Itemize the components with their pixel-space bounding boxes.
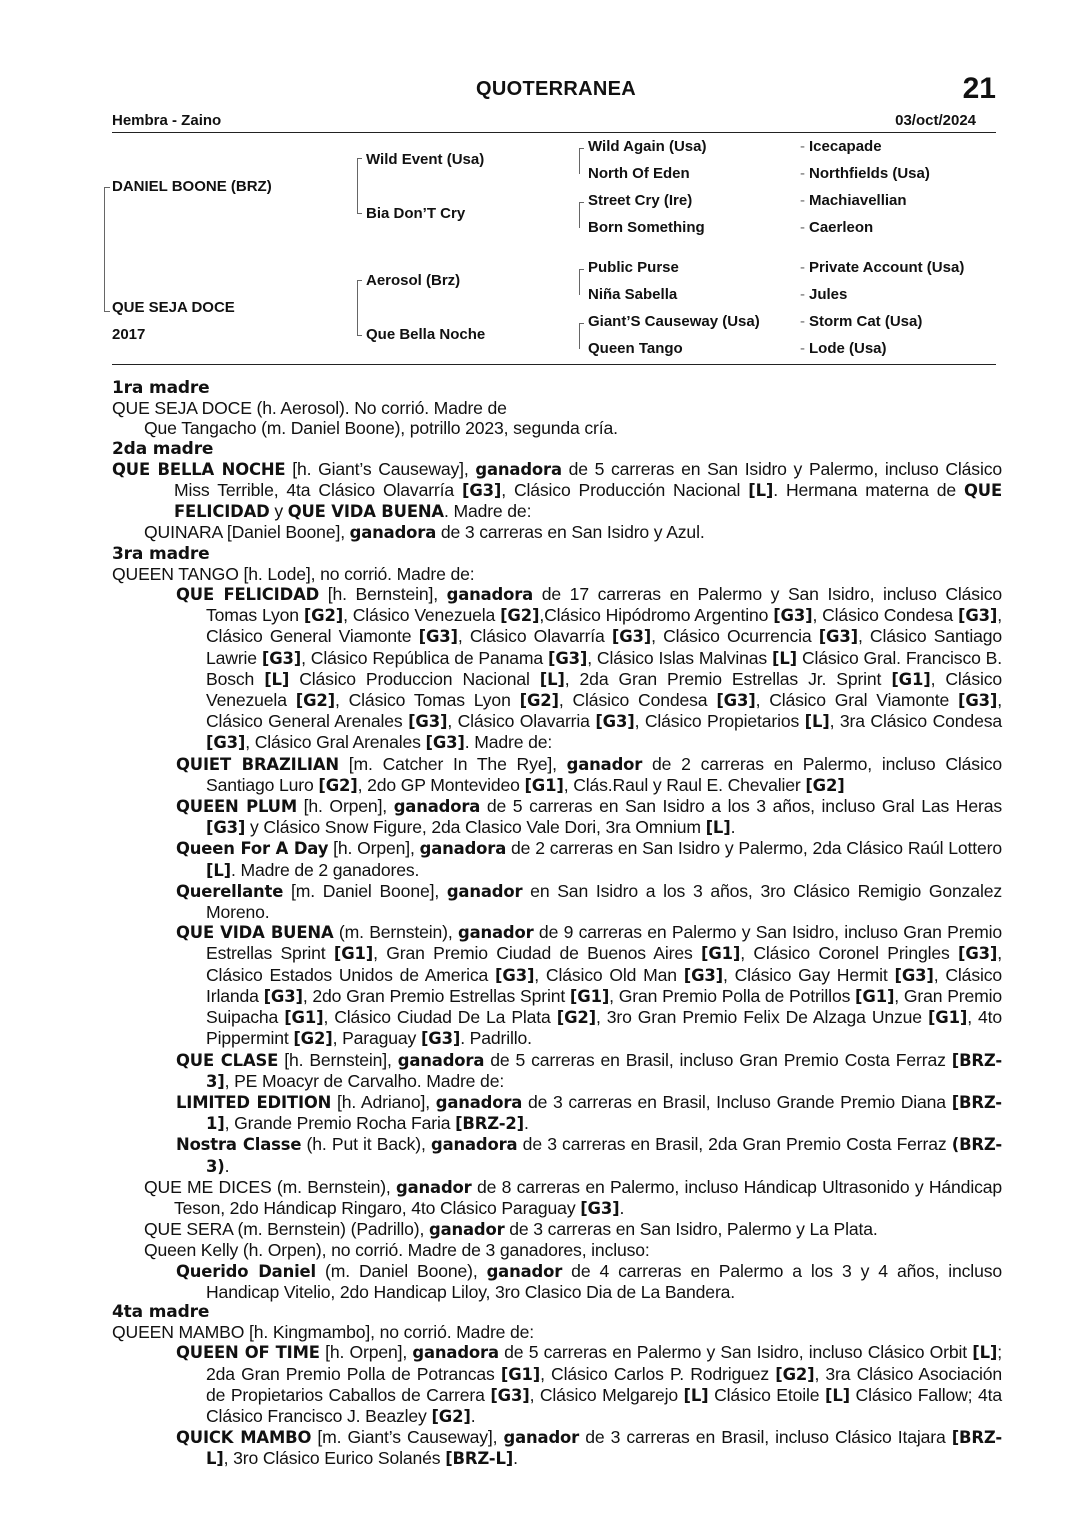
entry-text: en San Isidro a los 3 años, 3ro Clásico Remigio Gonzalez Moreno. bbox=[206, 880, 1002, 923]
pedigree-gen4: - Caerleon bbox=[800, 219, 874, 236]
connector bbox=[104, 311, 110, 312]
family-entry bbox=[112, 1427, 1002, 1469]
emphasis-text: ganador bbox=[446, 881, 523, 901]
emphasis-text: [G3] bbox=[595, 712, 635, 732]
emphasis-text: Queen For A Day bbox=[176, 839, 329, 859]
pedigree-divider bbox=[112, 364, 996, 365]
family-entry bbox=[112, 398, 1002, 418]
entry-text: , Clásico Tomas Lyon bbox=[334, 690, 520, 711]
entry-text: de 3 carreras en Brasil, 2da Gran Premio Costa Ferraz bbox=[517, 1134, 952, 1155]
pedigree-gen3: Niña Sabella bbox=[588, 286, 678, 303]
emphasis-text: [G2] bbox=[805, 775, 845, 795]
emphasis-text: QUIET BRAZILIAN bbox=[176, 754, 339, 774]
emphasis-text: ganador bbox=[486, 1261, 563, 1281]
emphasis-text: QUEEN PLUM bbox=[176, 797, 297, 817]
entry-text: QUINARA [Daniel Boone], bbox=[144, 522, 350, 543]
emphasis-text: ganadora bbox=[419, 839, 507, 859]
entry-text: [m. Giant’s Causeway], bbox=[311, 1427, 504, 1448]
entry-text: (h. Put it Back), bbox=[301, 1134, 431, 1155]
pedigree-gen2: Que Bella Noche bbox=[366, 326, 486, 343]
emphasis-text: [L] bbox=[772, 648, 797, 668]
family-entry bbox=[112, 1134, 1002, 1176]
entry-text: QUEEN TANGO [h. Lode], no corrió. Madre de: bbox=[112, 563, 475, 584]
emphasis-text: [G2] bbox=[295, 691, 335, 711]
emphasis-text: [G3] bbox=[418, 627, 458, 647]
entry-text: , Clásico Venezuela bbox=[343, 605, 501, 626]
family-entry bbox=[112, 1240, 1002, 1260]
emphasis-text: [G3] bbox=[490, 1385, 530, 1405]
connector bbox=[579, 148, 580, 174]
emphasis-text: LIMITED EDITION bbox=[176, 1092, 332, 1112]
entry-text: , Paraguay bbox=[332, 1028, 421, 1049]
emphasis-text: [L] bbox=[539, 669, 565, 689]
entry-text: , Clásico General Arenales bbox=[206, 690, 1002, 732]
emphasis-text: ganadora bbox=[349, 523, 437, 543]
entry-text: de 3 carreras en San Isidro y Azul. bbox=[436, 522, 705, 543]
emphasis-text: [G1] bbox=[569, 986, 610, 1006]
pedigree-gen3: North Of Eden bbox=[588, 165, 690, 182]
family-entry bbox=[112, 1261, 1002, 1302]
emphasis-text: Nostra Classe bbox=[176, 1135, 302, 1155]
entry-text: de 17 carreras en Palermo y San Isidro, incluso Clásico Tomas Lyon bbox=[206, 584, 1002, 626]
entry-text: de 5 carreras en Palermo y San Isidro, incluso Clásico Orbit bbox=[498, 1342, 973, 1363]
entry-text: de 2 carreras en San Isidro y Palermo, 2da Clásico Raúl Lottero bbox=[506, 838, 1003, 859]
emphasis-text: [G3] bbox=[894, 965, 934, 985]
family-entry bbox=[112, 838, 1002, 880]
emphasis-text: [L] bbox=[264, 669, 290, 689]
header-divider bbox=[112, 132, 996, 133]
entry-text: y Clásico Snow Figure, 2da Clasico Vale Dori, 3ra Omnium bbox=[245, 817, 706, 838]
entry-text: , Clásico Producción Nacional bbox=[501, 480, 749, 501]
emphasis-text: [L] bbox=[972, 1343, 998, 1363]
entry-text: . bbox=[523, 1113, 529, 1134]
connector bbox=[357, 158, 358, 214]
entry-text: . Padrillo. bbox=[460, 1028, 532, 1049]
emphasis-text: [G2] bbox=[431, 1406, 471, 1426]
entry-text: , Clásico Olavarria bbox=[447, 711, 596, 732]
entry-text: , 3ro Clásico Eurico Solanés bbox=[223, 1448, 446, 1469]
emphasis-text: [G3] bbox=[818, 627, 858, 647]
entry-text: , Clásico Coronel Pringles bbox=[740, 943, 958, 964]
entry-text: Clásico Fallow; 4ta Clásico Francisco J. Beazley bbox=[206, 1384, 1002, 1426]
emphasis-text: [L] bbox=[206, 860, 231, 880]
emphasis-text: [G2] bbox=[318, 775, 358, 795]
emphasis-text: ganadora bbox=[446, 585, 534, 605]
emphasis-text: [G1] bbox=[891, 669, 931, 689]
entry-text: , 2do Gran Premio Estrellas Sprint bbox=[302, 985, 570, 1006]
emphasis-text: ganadora bbox=[397, 1050, 485, 1070]
entry-text: Clásico Gral. Francisco B. Bosch bbox=[206, 647, 1002, 689]
emphasis-text: [G1] bbox=[524, 775, 564, 795]
entry-text: , Clásico Ciudad De La Plata bbox=[323, 1007, 557, 1028]
entry-text: QUEEN MAMBO [h. Kingmambo], no corrió. Madre de: bbox=[112, 1322, 535, 1343]
emphasis-text: [L] bbox=[683, 1385, 709, 1405]
entry-text: , Clásico Propietarios bbox=[634, 711, 805, 732]
entry-text: , Clásico Santiago Lawrie bbox=[206, 626, 1003, 668]
entry-text: [h. Bernstein], bbox=[319, 584, 447, 605]
connector bbox=[579, 269, 584, 270]
section-heading: 2da madre bbox=[112, 438, 214, 459]
emphasis-text: [G3] bbox=[206, 818, 246, 838]
emphasis-text: QUE FELICIDAD bbox=[176, 585, 320, 605]
emphasis-text: Querido Daniel bbox=[176, 1261, 316, 1281]
entry-text: de 3 carreras en Brasil, incluso Clásico Itajara bbox=[579, 1427, 952, 1448]
pedigree-gen3: Queen Tango bbox=[588, 340, 683, 357]
entry-text: , Clás.Raul y Raul E. Chevalier bbox=[563, 774, 806, 795]
emphasis-text: [G3] bbox=[683, 965, 724, 985]
entry-text: Que Tangacho (m. Daniel Boone), potrillo 2023, segunda cría. bbox=[144, 418, 618, 439]
emphasis-text: [G3] bbox=[957, 691, 998, 711]
emphasis-text: QUE BELLA NOCHE bbox=[112, 459, 286, 479]
emphasis-text: [G3] bbox=[206, 733, 246, 753]
family-entry bbox=[112, 522, 1002, 543]
entry-text: , Clásico Irlanda bbox=[206, 964, 1003, 1006]
section-heading: 1ra madre bbox=[112, 378, 210, 398]
entry-text: , 3ra Clásico Asociación de Propietarios Caballos de Carrera bbox=[206, 1363, 1002, 1405]
emphasis-text: ganadora bbox=[475, 459, 562, 479]
emphasis-text: [G1] bbox=[284, 1008, 324, 1028]
entry-text: ; 2da Gran Premio Polla de Potrancas bbox=[206, 1342, 1003, 1384]
entry-text: (m. Daniel Boone), bbox=[316, 1260, 487, 1281]
family-entry bbox=[112, 1092, 1002, 1134]
entry-text: Clásico Etoile bbox=[708, 1384, 825, 1405]
entry-text: . Madre de 2 ganadores. bbox=[230, 859, 420, 880]
pedigree-gen4: - Northfields (Usa) bbox=[800, 165, 930, 182]
connector bbox=[579, 202, 580, 228]
entry-text: , Clásico Old Man bbox=[534, 964, 684, 985]
connector bbox=[104, 187, 105, 312]
entry-text: , Clásico República de Panama bbox=[301, 647, 548, 668]
entry-text: , Clásico Ocurrencia bbox=[651, 626, 819, 647]
entry-text: . bbox=[730, 817, 736, 838]
entry-text: , Clásico Gral Arenales bbox=[245, 732, 426, 753]
entry-text: Queen Kelly (h. Orpen), no corrió. Madre de 3 ganadores, incluso: bbox=[144, 1240, 650, 1261]
emphasis-text: [G1] bbox=[701, 944, 741, 964]
emphasis-text: (BRZ-3) bbox=[206, 1135, 1002, 1176]
emphasis-text: [G2] bbox=[519, 691, 559, 711]
entry-text: . bbox=[470, 1405, 476, 1426]
section-heading: 3ra madre bbox=[112, 543, 210, 564]
emphasis-text: [L] bbox=[824, 1385, 850, 1405]
entry-text: Clásico Produccion Nacional bbox=[289, 668, 540, 689]
entry-text: , Grande Premio Rocha Faria bbox=[224, 1113, 456, 1134]
entry-text: de 5 carreras en Brasil, incluso Gran Premio Costa Ferraz bbox=[484, 1049, 952, 1070]
entry-text: , Clásico Gay Hermit bbox=[723, 964, 895, 985]
family-entry bbox=[112, 1342, 1002, 1427]
entry-text: , 3ra Clásico Condesa bbox=[829, 711, 1002, 732]
emphasis-text: [G2] bbox=[775, 1364, 815, 1384]
family-entry bbox=[112, 584, 1002, 754]
entry-text: de 3 carreras en San Isidro, Palermo y La Plata. bbox=[504, 1219, 878, 1240]
connector bbox=[357, 280, 358, 336]
entry-text: , PE Moacyr de Carvalho. Madre de: bbox=[224, 1070, 505, 1091]
emphasis-text: [G3] bbox=[958, 606, 998, 626]
emphasis-text: ganadora bbox=[435, 1092, 523, 1112]
connector bbox=[579, 202, 584, 203]
entry-text: [m. Daniel Boone], bbox=[283, 880, 447, 901]
entry-text: , 2do GP Montevideo bbox=[357, 774, 525, 795]
family-entry bbox=[112, 754, 1002, 796]
entry-text: de 2 carreras en Palermo, incluso Clásico Santiago Luro bbox=[206, 753, 1002, 795]
entry-text: , 4to Pippermint bbox=[206, 1007, 1003, 1049]
entry-text: , Clásico Islas Malvinas bbox=[587, 647, 773, 668]
pedigree-gen2: Bia Don’T Cry bbox=[366, 205, 466, 222]
emphasis-text: [G1] bbox=[855, 986, 895, 1006]
section-heading: 4ta madre bbox=[112, 1301, 210, 1322]
entry-text: , 3ro Gran Premio Felix De Alzaga Unzue bbox=[595, 1007, 928, 1028]
emphasis-text: ganador bbox=[503, 1428, 580, 1448]
entry-text: , Gran Premio Ciudad de Buenos Aires bbox=[373, 943, 701, 964]
entry-text: [h. Giant’s Causeway], bbox=[285, 458, 476, 479]
entry-text: de 3 carreras en Brasil, Incluso Grande Premio Diana bbox=[522, 1091, 952, 1112]
entry-text: , Clásico Estados Unidos de America bbox=[206, 943, 1002, 985]
pedigree-gen4: - Icecapade bbox=[800, 138, 882, 155]
pedigree-gen4: - Private Account (Usa) bbox=[800, 259, 965, 276]
emphasis-text: ganadora bbox=[412, 1343, 499, 1363]
pedigree-gen4: - Storm Cat (Usa) bbox=[800, 313, 923, 330]
emphasis-text: [BRZ-L] bbox=[206, 1428, 1002, 1469]
entry-text: , 2da Gran Premio Estrellas Jr. Sprint bbox=[564, 668, 892, 689]
emphasis-text: [G3] bbox=[263, 986, 303, 1006]
emphasis-text: ganadora bbox=[393, 797, 481, 817]
emphasis-text: [BRZ-1] bbox=[206, 1092, 1002, 1134]
entry-text: de 9 carreras en Palermo y San Isidro, incluso Gran Premio Estrellas Sprint bbox=[206, 922, 1003, 964]
entry-text: [h. Bernstein], bbox=[278, 1049, 398, 1070]
entry-text: . bbox=[619, 1197, 625, 1218]
entry-text: , Clásico General Viamonte bbox=[206, 605, 1002, 647]
entry-text: de 8 carreras en Palermo, incluso Hándicap Ultrasonido y Hándicap Teson, 2do Hándicap Ringaro, 4to Clásico Paraguay bbox=[174, 1176, 1002, 1218]
pedigree-gen2: Aerosol (Brz) bbox=[366, 272, 461, 289]
pedigree-dam: QUE SEJA DOCE bbox=[112, 299, 235, 316]
emphasis-text: [G3] bbox=[408, 712, 448, 732]
entry-text: QUE SEJA DOCE (h. Aerosol). No corrió. Madre de bbox=[112, 398, 507, 419]
family-entry bbox=[112, 1177, 1002, 1219]
entry-text: , Clásico Carlos P. Rodriguez bbox=[540, 1363, 776, 1384]
entry-text: , Clásico Venezuela bbox=[206, 668, 1003, 711]
entry-text: y bbox=[269, 501, 288, 522]
emphasis-text: [L] bbox=[748, 481, 774, 501]
connector bbox=[104, 187, 110, 188]
connector bbox=[357, 158, 362, 159]
emphasis-text: [G3] bbox=[261, 648, 302, 668]
entry-text: [h. Orpen], bbox=[319, 1342, 413, 1363]
emphasis-text: ganador bbox=[458, 923, 534, 943]
entry-text: . Madre de: bbox=[464, 732, 553, 753]
family-entry bbox=[112, 1050, 1002, 1092]
family-entry bbox=[112, 1219, 1002, 1240]
emphasis-text: [G3] bbox=[547, 648, 588, 668]
emphasis-text: [G3] bbox=[580, 1198, 620, 1218]
entry-text: , Clásico Gral Viamonte bbox=[755, 690, 958, 711]
entry-text: . Madre de: bbox=[443, 501, 532, 522]
entry-text: [m. Catcher In The Rye], bbox=[338, 753, 567, 774]
family-entry bbox=[112, 796, 1002, 838]
emphasis-text: [G3] bbox=[611, 627, 652, 647]
family-entry bbox=[112, 922, 1002, 1049]
emphasis-text: Querellante bbox=[176, 881, 284, 901]
connector bbox=[357, 280, 362, 281]
pedigree-gen2: Wild Event (Usa) bbox=[366, 151, 485, 168]
family-entry bbox=[112, 881, 1002, 922]
entry-text: QUE ME DICES (m. Bernstein), bbox=[144, 1176, 397, 1197]
emphasis-text: QUEEN OF TIME bbox=[176, 1343, 320, 1363]
emphasis-text: [G1] bbox=[333, 944, 374, 964]
emphasis-text: [G2] bbox=[500, 606, 540, 626]
family-entry bbox=[112, 418, 1002, 438]
catalog-number: 21 bbox=[962, 72, 996, 105]
entry-text: , Gran Premio Suipacha bbox=[206, 985, 1003, 1028]
emphasis-text: [L] bbox=[705, 818, 731, 838]
entry-text: , Clásico Melgarejo bbox=[529, 1384, 684, 1405]
emphasis-text: [G3] bbox=[495, 965, 535, 985]
emphasis-text: [G3] bbox=[957, 944, 998, 964]
entry-text: , Clásico Condesa bbox=[812, 605, 958, 626]
entry-text: QUE SERA (m. Bernstein) (Padrillo), bbox=[144, 1219, 429, 1240]
pedigree-sire: DANIEL BOONE (BRZ) bbox=[112, 178, 272, 195]
connector bbox=[579, 323, 584, 324]
connector bbox=[579, 269, 580, 295]
emphasis-text: QUE FELICIDAD bbox=[174, 481, 1002, 522]
emphasis-text: [L] bbox=[804, 712, 830, 732]
emphasis-text: [G2] bbox=[303, 606, 344, 626]
emphasis-text: QUICK MAMBO bbox=[176, 1428, 312, 1448]
emphasis-text: ganador bbox=[428, 1220, 505, 1240]
pedigree-gen3: Born Something bbox=[588, 219, 705, 236]
emphasis-text: [G3] bbox=[420, 1029, 461, 1049]
family-entry bbox=[112, 1322, 1002, 1342]
entry-text: [h. Adriano], bbox=[331, 1091, 436, 1112]
emphasis-text: ganadora bbox=[430, 1135, 518, 1155]
pedigree-gen3: Street Cry (Ire) bbox=[588, 192, 693, 209]
emphasis-text: [G3] bbox=[773, 606, 813, 626]
entry-text: , Gran Premio Polla de Potrillos bbox=[609, 985, 856, 1006]
emphasis-text: [G1] bbox=[500, 1364, 541, 1384]
emphasis-text: [BRZ-2] bbox=[455, 1114, 524, 1134]
emphasis-text: ganador bbox=[396, 1177, 472, 1197]
emphasis-text: QUE VIDA BUENA bbox=[176, 923, 334, 943]
entry-text: . bbox=[224, 1155, 230, 1176]
emphasis-text: [G2] bbox=[293, 1029, 333, 1049]
emphasis-text: [G1] bbox=[927, 1008, 968, 1028]
family-entry bbox=[112, 459, 1002, 523]
emphasis-text: [G3] bbox=[716, 691, 756, 711]
entry-text: (m. Bernstein), bbox=[333, 922, 458, 943]
pedigree-gen4: - Jules bbox=[800, 286, 848, 303]
entry-text: de 4 carreras en Palermo a los 3 y 4 años, incluso Handicap Vitelio, 2do Handicap Liloy, 3ro Clasico Dia de La Bandera. bbox=[206, 1260, 1002, 1302]
emphasis-text: QUE VIDA BUENA bbox=[287, 502, 444, 522]
entry-text: [h. Orpen], bbox=[328, 838, 420, 859]
emphasis-text: [G3] bbox=[461, 481, 502, 501]
pedigree-year: 2017 bbox=[112, 326, 146, 343]
entry-text: de 5 carreras en San Isidro y Palermo, incluso Clásico Miss Terrible, 4ta Clásico Olavarría bbox=[174, 458, 1002, 501]
entry-text: , Clásico Condesa bbox=[558, 690, 717, 711]
connector bbox=[579, 323, 580, 349]
pedigree-gen3: Giant’S Causeway (Usa) bbox=[588, 313, 760, 330]
pedigree-gen3: Wild Again (Usa) bbox=[588, 138, 707, 155]
emphasis-text: [BRZ-3] bbox=[206, 1050, 1002, 1091]
connector bbox=[579, 148, 584, 149]
emphasis-text: [G2] bbox=[556, 1008, 596, 1028]
entry-text: . bbox=[513, 1448, 518, 1469]
horse-name: QUOTERRANEA bbox=[476, 78, 636, 100]
emphasis-text: [G3] bbox=[425, 733, 465, 753]
emphasis-text: [BRZ-L] bbox=[445, 1449, 514, 1469]
connector bbox=[357, 213, 362, 214]
pedigree-gen4: - Machiavellian bbox=[800, 192, 907, 209]
entry-text: de 5 carreras en San Isidro a los 3 años, incluso Gral Las Heras bbox=[480, 796, 1002, 817]
emphasis-text: ganador bbox=[566, 754, 643, 774]
entry-text: . Hermana materna de bbox=[773, 480, 964, 501]
family-entry bbox=[112, 564, 1002, 584]
catalog-date: 03/oct/2024 bbox=[895, 112, 976, 129]
connector bbox=[357, 335, 362, 336]
sex-coat: Hembra - Zaino bbox=[112, 112, 222, 129]
entry-text: , Clásico Olavarría bbox=[457, 626, 612, 647]
family-record bbox=[112, 378, 1002, 1470]
entry-text: ,Clásico Hipódromo Argentino bbox=[539, 605, 774, 626]
pedigree-gen3: Public Purse bbox=[588, 259, 679, 276]
emphasis-text: QUE CLASE bbox=[176, 1050, 279, 1070]
entry-text: [h. Orpen], bbox=[296, 796, 394, 817]
pedigree-gen4: - Lode (Usa) bbox=[800, 340, 887, 357]
